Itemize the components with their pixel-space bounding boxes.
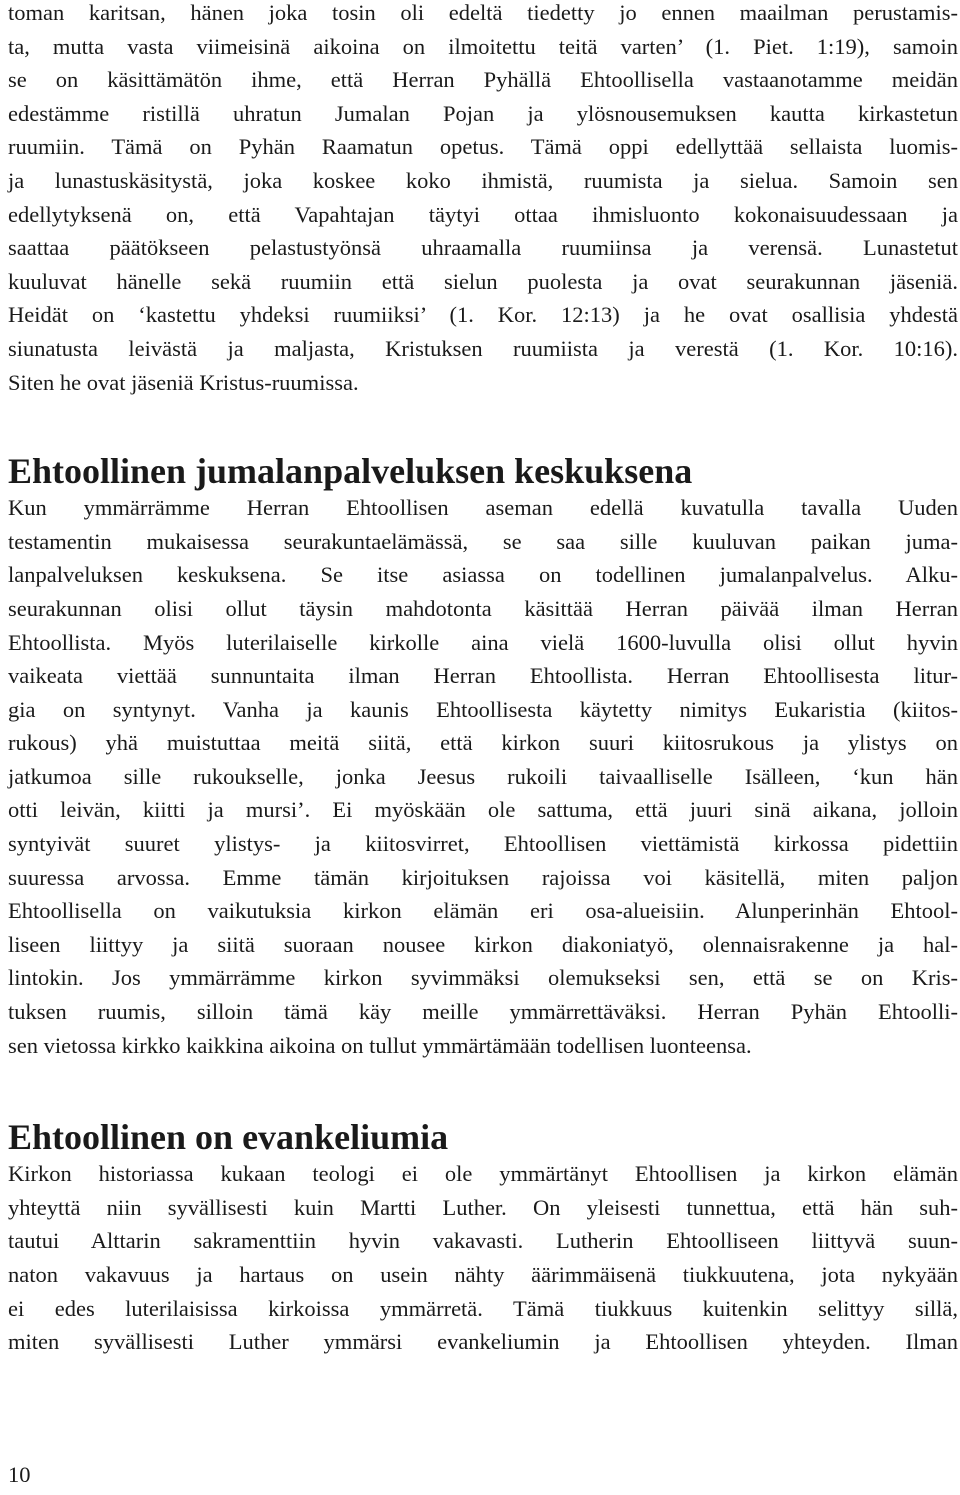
text-line: ruumiin. Tämä on Pyhän Raamatun opetus. Tämä oppi edellyttää sellaista luomis- (8, 134, 958, 160)
text-line: siunatusta leivästä ja maljasta, Kristuksen ruumiista ja verestä (1. Kor. 10:16). (8, 335, 958, 361)
text-line: yhteyttä niin syvällisesti kuin Martti Luther. On yleisesti tunnettua, että hän suh- (8, 1194, 958, 1220)
text-line: miten syvällisesti Luther ymmärsi evankeliumin ja Ehtoollisen yhteyden. Ilman (8, 1329, 958, 1355)
page-number: 10 (8, 1462, 31, 1487)
text-line: liseen liittyy ja siitä suoraan nousee kirkon diakoniatyö, olennaisrakenne ja hal- (8, 931, 958, 957)
text-line: jatkumoa sille rukoukselle, jonka Jeesus rukoili taivaalliselle Isälleen, ‘kun hän (8, 763, 958, 789)
text-line: lintokin. Jos ymmärrämme kirkon syvimmäksi olemukseksi sen, että se on Kris- (8, 965, 958, 991)
text-line: syntyivät suuret ylistys- ja kiitosvirret, Ehtoollisen viettämistä kirkossa pidettiin (8, 831, 958, 857)
text-line: rukous) yhä muistuttaa meitä siitä, että kirkon suuri kiitosrukous ja ylistys on (8, 730, 958, 756)
text-line: sen vietossa kirkko kaikkina aikoina on tullut ymmärtämään todellisen luonteensa. (8, 1032, 752, 1058)
text-line: testamentin mukaisessa seurakuntaelämässä, se saa sille kuuluvan paikan juma- (8, 528, 958, 554)
text-line: otti leivän, kiitti ja mursi’. Ei myöskään ole sattuma, että juuri sinä aikana, jolloin (8, 797, 958, 823)
text-line: Heidät on ‘kastettu yhdeksi ruumiiksi’ (1. Kor. 12:13) ja he ovat osallisia yhdestä (8, 302, 958, 328)
text-line: tautui Alttarin sakramenttiin hyvin vakavasti. Lutherin Ehtoolliseen liittyvä suun- (8, 1228, 958, 1254)
text-line: seurakunnan olisi ollut täysin mahdotonta käsittää Herran päivää ilman Herran (8, 595, 958, 621)
text-line: naton vakavuus ja hartaus on usein nähty äärimmäisenä tiukkuutena, jota nykyään (8, 1262, 958, 1287)
text-line: edestämme ristillä uhratun Jumalan Pojan ja ylösnousemuksen kautta kirkastetun (8, 100, 958, 126)
text-line: edellytyksenä on, että Vapahtajan täytyi ottaa ihmisluonto kokonaisuudessaan ja (8, 201, 958, 227)
intro-paragraph (8, 0, 958, 399)
text-line: saattaa päätökseen pelastustyönsä uhraamalla ruumiinsa ja verensä. Lunastetut (8, 235, 958, 261)
text-line: ei edes luterilaisissa kirkoissa ymmärretä. Tämä tiukkuus kuitenkin selittyy sillä, (8, 1295, 958, 1321)
text-line: gia on syntynyt. Vanha ja kaunis Ehtoollisesta käytetty nimitys Eukaristia (kiitos- (8, 696, 958, 722)
text-line: tuksen ruumis, silloin tämä käy meille ymmärrettäväksi. Herran Pyhän Ehtoolli- (8, 999, 958, 1025)
text-line: toman karitsan, hänen joka tosin oli edeltä tiedetty jo ennen maailman perustamis- (8, 0, 958, 25)
text-line: ta, mutta vasta viimeisinä aikoina on ilmoitettu teitä varten’ (1. Piet. 1:19), samoin (8, 33, 958, 59)
section-heading-1: Ehtoollinen jumalanpalveluksen keskuksena (8, 451, 693, 492)
section-heading-2: Ehtoollinen on evankeliumia (8, 1117, 449, 1158)
text-line: Ehtoollista. Myös luterilaiselle kirkolle aina vielä 1600-luvulla olisi ollut hyvin (8, 629, 958, 655)
text-line: suuressa arvossa. Emme tämän kirjoituksen rajoissa voi käsitellä, miten paljon (8, 864, 958, 890)
document-page (8, 0, 958, 1359)
text-line: ja lunastuskäsitystä, joka koskee koko ihmistä, ruumista ja sielua. Samoin sen (8, 167, 958, 193)
section1-paragraph (8, 491, 958, 1062)
text-line: vaikeata viettää sunnuntaita ilman Herran Ehtoollista. Herran Ehtoollisesta litur- (8, 663, 958, 689)
text-line: Siten he ovat jäseniä Kristus-ruumissa. (8, 369, 359, 395)
text-line: se on käsittämätön ihme, että Herran Pyhällä Ehtoollisella vastaanotamme meidän (8, 67, 958, 93)
text-line: Kirkon historiassa kukaan teologi ei ole ymmärtänyt Ehtoollisen ja kirkon elämän (8, 1161, 958, 1187)
text-line: lanpalveluksen keskuksena. Se itse asiassa on todellinen jumalanpalvelus. Alku- (8, 562, 958, 588)
text-line: Kun ymmärrämme Herran Ehtoollisen aseman edellä kuvatulla tavalla Uuden (8, 495, 958, 521)
text-line: Ehtoollisella on vaikutuksia kirkon elämän eri osa-alueisiin. Alunperinhän Ehtool- (8, 898, 958, 924)
section2-paragraph (8, 1157, 958, 1359)
text-line: kuuluvat hänelle sekä ruumiin että sielun puolesta ja ovat seurakunnan jäseniä. (8, 268, 958, 294)
